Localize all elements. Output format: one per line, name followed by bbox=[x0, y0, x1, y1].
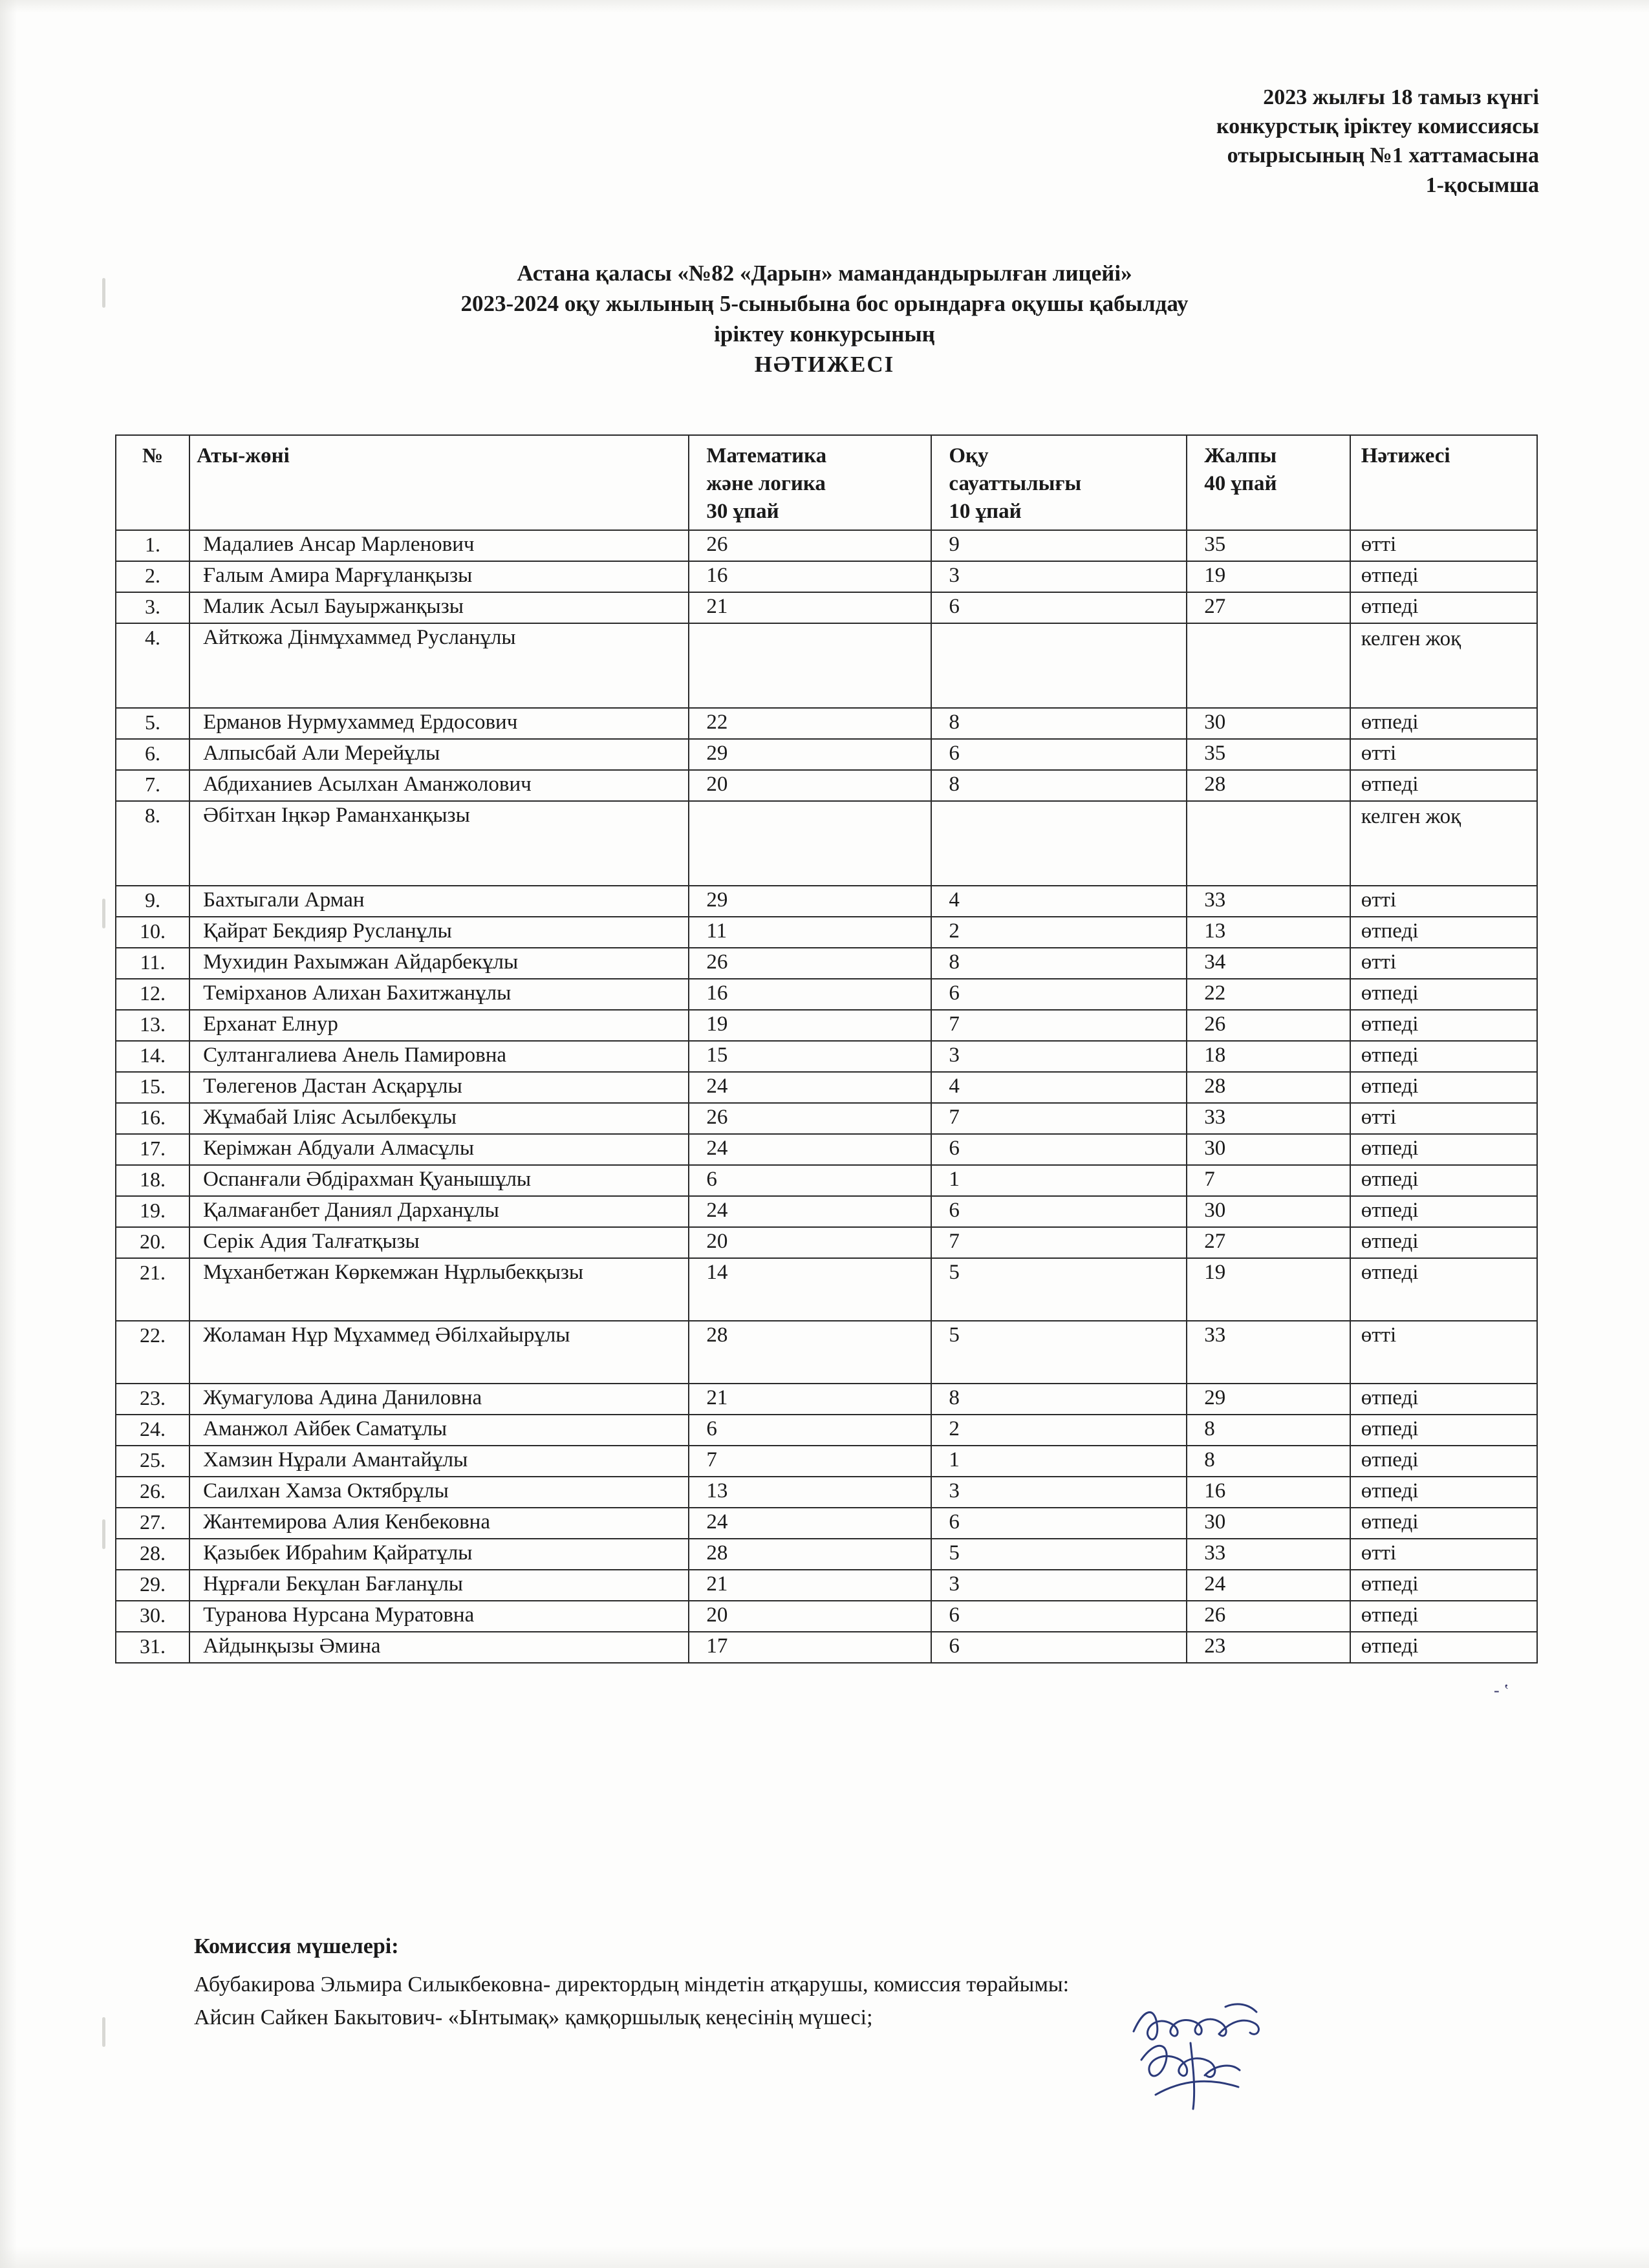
cell-reading: 3 bbox=[931, 1041, 1187, 1072]
protocol-reference-line-4: 1-қосымша bbox=[1425, 173, 1539, 197]
column-header-total-line-1: Жалпы bbox=[1204, 444, 1277, 467]
scan-edge-left bbox=[0, 0, 17, 2268]
cell-math: 29 bbox=[689, 886, 931, 917]
cell-reading bbox=[931, 623, 1187, 708]
cell-num: 30. bbox=[116, 1601, 189, 1632]
page-artifact-mark bbox=[102, 2017, 105, 2047]
column-header-result: Нәтижесі bbox=[1350, 435, 1537, 530]
cell-total: 23 bbox=[1187, 1632, 1350, 1663]
page-title-line-2: 2023-2024 оқу жылының 5-сыныбына бос орындарға оқушы қабылдау bbox=[460, 290, 1189, 316]
cell-name: Әбітхан Іңкәр Раманханқызы bbox=[189, 801, 689, 886]
table-row bbox=[116, 886, 1537, 917]
cell-name: Ерханат Елнур bbox=[189, 1010, 689, 1041]
cell-math: 11 bbox=[689, 917, 931, 948]
cell-reading bbox=[931, 801, 1187, 886]
cell-num: 7. bbox=[116, 770, 189, 801]
cell-result: өтпеді bbox=[1350, 1477, 1537, 1508]
cell-name: Жұмабай Іліяс Асылбекұлы bbox=[189, 1103, 689, 1134]
cell-math: 21 bbox=[689, 1570, 931, 1601]
cell-name: Туранова Нурсана Муратовна bbox=[189, 1601, 689, 1632]
cell-total: 16 bbox=[1187, 1477, 1350, 1508]
cell-num: 25. bbox=[116, 1446, 189, 1477]
cell-num: 20. bbox=[116, 1227, 189, 1258]
cell-name: Саилхан Хамза Октябрұлы bbox=[189, 1477, 689, 1508]
cell-result: өтпеді bbox=[1350, 1010, 1537, 1041]
cell-reading: 2 bbox=[931, 1415, 1187, 1446]
cell-name: Бахтыгали Арман bbox=[189, 886, 689, 917]
cell-total: 34 bbox=[1187, 948, 1350, 979]
table-row bbox=[116, 801, 1537, 886]
cell-math: 24 bbox=[689, 1072, 931, 1103]
cell-reading: 9 bbox=[931, 530, 1187, 561]
cell-name: Қалмағанбет Даниял Дарханұлы bbox=[189, 1196, 689, 1227]
cell-math: 15 bbox=[689, 1041, 931, 1072]
cell-name: Ерманов Нурмухаммед Ердосович bbox=[189, 708, 689, 739]
table-row bbox=[116, 1632, 1537, 1663]
table-header-row bbox=[116, 435, 1537, 530]
cell-num: 19. bbox=[116, 1196, 189, 1227]
cell-num: 16. bbox=[116, 1103, 189, 1134]
cell-num: 1. bbox=[116, 530, 189, 561]
cell-math: 16 bbox=[689, 561, 931, 592]
cell-reading: 1 bbox=[931, 1165, 1187, 1196]
cell-name: Оспанғали Әбдірахман Қуанышұлы bbox=[189, 1165, 689, 1196]
table-row bbox=[116, 979, 1537, 1010]
cell-total bbox=[1187, 801, 1350, 886]
cell-reading: 8 bbox=[931, 948, 1187, 979]
cell-name: Мұханбетжан Көркемжан Нұрлыбекқызы bbox=[189, 1258, 689, 1321]
cell-total: 26 bbox=[1187, 1010, 1350, 1041]
cell-result: өтті bbox=[1350, 886, 1537, 917]
cell-num: 29. bbox=[116, 1570, 189, 1601]
cell-reading: 6 bbox=[931, 1632, 1187, 1663]
cell-num: 13. bbox=[116, 1010, 189, 1041]
cell-result: өтпеді bbox=[1350, 1601, 1537, 1632]
cell-result: өтпеді bbox=[1350, 1415, 1537, 1446]
cell-name: Қайрат Бекдияр Русланұлы bbox=[189, 917, 689, 948]
cell-math: 26 bbox=[689, 530, 931, 561]
table-row bbox=[116, 708, 1537, 739]
cell-total: 29 bbox=[1187, 1384, 1350, 1415]
cell-num: 23. bbox=[116, 1384, 189, 1415]
cell-num: 8. bbox=[116, 801, 189, 886]
cell-reading: 4 bbox=[931, 886, 1187, 917]
cell-total: 28 bbox=[1187, 1072, 1350, 1103]
cell-total: 30 bbox=[1187, 1196, 1350, 1227]
cell-reading: 3 bbox=[931, 1570, 1187, 1601]
cell-name: Аманжол Айбек Саматұлы bbox=[189, 1415, 689, 1446]
table-row bbox=[116, 1601, 1537, 1632]
cell-result: өтті bbox=[1350, 530, 1537, 561]
cell-reading: 7 bbox=[931, 1227, 1187, 1258]
cell-math: 24 bbox=[689, 1196, 931, 1227]
cell-name: Айдынқызы Әмина bbox=[189, 1632, 689, 1663]
table-row bbox=[116, 770, 1537, 801]
cell-total: 22 bbox=[1187, 979, 1350, 1010]
commission-heading: Комиссия мүшелері: bbox=[194, 1934, 399, 1958]
cell-reading: 6 bbox=[931, 739, 1187, 770]
column-header-math-line-1: Математика bbox=[706, 444, 827, 467]
cell-result: өтпеді bbox=[1350, 1258, 1537, 1321]
cell-total: 30 bbox=[1187, 1508, 1350, 1539]
table-row bbox=[116, 1165, 1537, 1196]
cell-name: Төлегенов Дастан Асқарұлы bbox=[189, 1072, 689, 1103]
table-row bbox=[116, 1041, 1537, 1072]
cell-math: 20 bbox=[689, 770, 931, 801]
cell-num: 5. bbox=[116, 708, 189, 739]
cell-total: 19 bbox=[1187, 1258, 1350, 1321]
table-row bbox=[116, 1321, 1537, 1384]
column-header-math-line-2: және логика bbox=[706, 471, 826, 495]
column-header-total bbox=[1187, 435, 1350, 530]
page-title-line-1: Астана қаласы «№82 «Дарын» мамандандырылған лицейі» bbox=[517, 261, 1132, 286]
cell-math: 7 bbox=[689, 1446, 931, 1477]
cell-num: 31. bbox=[116, 1632, 189, 1663]
cell-total: 35 bbox=[1187, 530, 1350, 561]
cell-math: 19 bbox=[689, 1010, 931, 1041]
table-row bbox=[116, 1258, 1537, 1321]
cell-total: 30 bbox=[1187, 708, 1350, 739]
cell-total: 8 bbox=[1187, 1446, 1350, 1477]
cell-name: Жумагулова Адина Даниловна bbox=[189, 1384, 689, 1415]
cell-num: 21. bbox=[116, 1258, 189, 1321]
cell-reading: 7 bbox=[931, 1010, 1187, 1041]
cell-total: 19 bbox=[1187, 561, 1350, 592]
column-header-name: Аты-жөні bbox=[189, 435, 689, 530]
cell-total: 27 bbox=[1187, 592, 1350, 623]
cell-name: Темірханов Алихан Бахитжанұлы bbox=[189, 979, 689, 1010]
table-row bbox=[116, 623, 1537, 708]
cell-total: 7 bbox=[1187, 1165, 1350, 1196]
cell-result: өтпеді bbox=[1350, 561, 1537, 592]
cell-result: өтпеді bbox=[1350, 1227, 1537, 1258]
cell-name: Нұрғали Бекұлан Бағланұлы bbox=[189, 1570, 689, 1601]
column-header-reading-line-1: Оқу bbox=[949, 444, 989, 467]
margin-pen-mark: - ‛ bbox=[1494, 1681, 1509, 1700]
cell-reading: 8 bbox=[931, 708, 1187, 739]
table-row bbox=[116, 917, 1537, 948]
cell-result: өтпеді bbox=[1350, 979, 1537, 1010]
cell-reading: 6 bbox=[931, 1134, 1187, 1165]
column-header-reading bbox=[931, 435, 1187, 530]
cell-math: 24 bbox=[689, 1134, 931, 1165]
cell-num: 6. bbox=[116, 739, 189, 770]
cell-result: өтпеді bbox=[1350, 1446, 1537, 1477]
cell-math: 21 bbox=[689, 592, 931, 623]
cell-math: 20 bbox=[689, 1227, 931, 1258]
cell-result: өтпеді bbox=[1350, 1196, 1537, 1227]
results-table bbox=[115, 434, 1538, 1664]
table-row bbox=[116, 1570, 1537, 1601]
cell-reading: 6 bbox=[931, 1196, 1187, 1227]
cell-result: өтпеді bbox=[1350, 1165, 1537, 1196]
cell-reading: 6 bbox=[931, 1508, 1187, 1539]
cell-math: 13 bbox=[689, 1477, 931, 1508]
cell-num: 22. bbox=[116, 1321, 189, 1384]
cell-reading: 8 bbox=[931, 1384, 1187, 1415]
cell-reading: 3 bbox=[931, 1477, 1187, 1508]
protocol-reference bbox=[957, 83, 1539, 200]
table-row bbox=[116, 1196, 1537, 1227]
cell-name: Хамзин Нұрали Амантайұлы bbox=[189, 1446, 689, 1477]
cell-num: 10. bbox=[116, 917, 189, 948]
cell-result: өтті bbox=[1350, 1321, 1537, 1384]
cell-total: 18 bbox=[1187, 1041, 1350, 1072]
cell-num: 14. bbox=[116, 1041, 189, 1072]
cell-num: 17. bbox=[116, 1134, 189, 1165]
cell-num: 4. bbox=[116, 623, 189, 708]
cell-name: Алпысбай Али Мерейұлы bbox=[189, 739, 689, 770]
cell-math: 14 bbox=[689, 1258, 931, 1321]
page-title bbox=[175, 259, 1474, 380]
table-row bbox=[116, 530, 1537, 561]
table-row bbox=[116, 1072, 1537, 1103]
cell-result: келген жоқ bbox=[1350, 801, 1537, 886]
cell-result: өтпеді bbox=[1350, 1072, 1537, 1103]
table-row bbox=[116, 1415, 1537, 1446]
cell-num: 26. bbox=[116, 1477, 189, 1508]
cell-math: 20 bbox=[689, 1601, 931, 1632]
cell-result: өтпеді bbox=[1350, 1041, 1537, 1072]
cell-math: 16 bbox=[689, 979, 931, 1010]
scan-edge-bottom bbox=[0, 2246, 1649, 2268]
cell-reading: 1 bbox=[931, 1446, 1187, 1477]
page-artifact-mark bbox=[102, 899, 105, 928]
cell-name: Малик Асыл Бауыржанқызы bbox=[189, 592, 689, 623]
cell-math: 17 bbox=[689, 1632, 931, 1663]
cell-result: өтпеді bbox=[1350, 917, 1537, 948]
cell-math: 26 bbox=[689, 1103, 931, 1134]
results-table-body bbox=[116, 530, 1537, 1663]
cell-math: 26 bbox=[689, 948, 931, 979]
cell-total: 28 bbox=[1187, 770, 1350, 801]
table-row bbox=[116, 1539, 1537, 1570]
cell-result: өтпеді bbox=[1350, 1384, 1537, 1415]
cell-num: 3. bbox=[116, 592, 189, 623]
cell-reading: 3 bbox=[931, 561, 1187, 592]
cell-name: Айткожа Дінмұхаммед Русланұлы bbox=[189, 623, 689, 708]
table-row bbox=[116, 1227, 1537, 1258]
cell-name: Мадалиев Ансар Марленович bbox=[189, 530, 689, 561]
table-row bbox=[116, 592, 1537, 623]
cell-total: 33 bbox=[1187, 1321, 1350, 1384]
cell-num: 28. bbox=[116, 1539, 189, 1570]
cell-result: өтпеді bbox=[1350, 592, 1537, 623]
page-artifact-mark bbox=[102, 278, 105, 308]
cell-reading: 5 bbox=[931, 1539, 1187, 1570]
cell-math: 22 bbox=[689, 708, 931, 739]
table-row bbox=[116, 948, 1537, 979]
cell-reading: 8 bbox=[931, 770, 1187, 801]
cell-result: өтпеді bbox=[1350, 1508, 1537, 1539]
cell-num: 2. bbox=[116, 561, 189, 592]
page-artifact-mark bbox=[102, 1519, 105, 1549]
cell-total: 8 bbox=[1187, 1415, 1350, 1446]
cell-result: өтпеді bbox=[1350, 708, 1537, 739]
cell-total: 24 bbox=[1187, 1570, 1350, 1601]
scan-edge-top bbox=[0, 0, 1649, 13]
table-row bbox=[116, 1103, 1537, 1134]
column-header-number: № bbox=[116, 435, 189, 530]
cell-result: өтпеді bbox=[1350, 1134, 1537, 1165]
cell-name: Абдиханиев Асылхан Аманжолович bbox=[189, 770, 689, 801]
cell-reading: 5 bbox=[931, 1321, 1187, 1384]
cell-name: Ғалым Амира Марғұланқызы bbox=[189, 561, 689, 592]
cell-name: Султангалиева Анель Памировна bbox=[189, 1041, 689, 1072]
protocol-reference-line-1: 2023 жылғы 18 тамыз күнгі bbox=[1263, 85, 1539, 109]
cell-total: 13 bbox=[1187, 917, 1350, 948]
commission-member-2: Айсин Сайкен Бакытович- «Ынтымақ» қамқоршылық кеңесінің мүшесі; bbox=[194, 2006, 873, 2029]
cell-name: Серік Адия Талғатқызы bbox=[189, 1227, 689, 1258]
cell-total: 33 bbox=[1187, 1539, 1350, 1570]
column-header-total-line-2: 40 ұпай bbox=[1204, 471, 1277, 495]
cell-num: 18. bbox=[116, 1165, 189, 1196]
table-row bbox=[116, 739, 1537, 770]
cell-math: 6 bbox=[689, 1165, 931, 1196]
cell-total: 33 bbox=[1187, 886, 1350, 917]
cell-total bbox=[1187, 623, 1350, 708]
protocol-reference-line-3: отырысының №1 хаттамасына bbox=[1227, 144, 1539, 168]
cell-reading: 6 bbox=[931, 1601, 1187, 1632]
cell-math: 28 bbox=[689, 1321, 931, 1384]
commission-member-1: Абубакирова Эльмира Силыкбековна- директордың міндетін атқарушы, комиссия төрайымы: bbox=[194, 1973, 1070, 1996]
commission-block bbox=[194, 1930, 1423, 2034]
column-header-math bbox=[689, 435, 931, 530]
cell-total: 30 bbox=[1187, 1134, 1350, 1165]
cell-math: 24 bbox=[689, 1508, 931, 1539]
cell-reading: 6 bbox=[931, 592, 1187, 623]
cell-result: өтті bbox=[1350, 1103, 1537, 1134]
table-row bbox=[116, 1446, 1537, 1477]
cell-reading: 4 bbox=[931, 1072, 1187, 1103]
cell-math: 21 bbox=[689, 1384, 931, 1415]
cell-reading: 5 bbox=[931, 1258, 1187, 1321]
cell-num: 11. bbox=[116, 948, 189, 979]
cell-num: 12. bbox=[116, 979, 189, 1010]
table-row bbox=[116, 1508, 1537, 1539]
table-row bbox=[116, 1384, 1537, 1415]
table-row bbox=[116, 1134, 1537, 1165]
cell-reading: 2 bbox=[931, 917, 1187, 948]
cell-name: Жоламан Нұр Мұхаммед Әбілхайырұлы bbox=[189, 1321, 689, 1384]
page-title-line-3: іріктеу конкурсының bbox=[714, 321, 935, 347]
cell-math bbox=[689, 801, 931, 886]
table-row bbox=[116, 1010, 1537, 1041]
cell-name: Керімжан Абдуали Алмасұлы bbox=[189, 1134, 689, 1165]
cell-num: 9. bbox=[116, 886, 189, 917]
cell-result: өтті bbox=[1350, 739, 1537, 770]
cell-total: 33 bbox=[1187, 1103, 1350, 1134]
cell-result: өтті bbox=[1350, 948, 1537, 979]
cell-num: 24. bbox=[116, 1415, 189, 1446]
table-row bbox=[116, 561, 1537, 592]
cell-name: Қазыбек Ибраһим Қайратұлы bbox=[189, 1539, 689, 1570]
protocol-reference-line-2: конкурстық іріктеу комиссиясы bbox=[1216, 114, 1539, 139]
cell-total: 26 bbox=[1187, 1601, 1350, 1632]
cell-total: 35 bbox=[1187, 739, 1350, 770]
cell-math bbox=[689, 623, 931, 708]
cell-reading: 7 bbox=[931, 1103, 1187, 1134]
cell-num: 15. bbox=[116, 1072, 189, 1103]
cell-result: өтпеді bbox=[1350, 770, 1537, 801]
cell-total: 27 bbox=[1187, 1227, 1350, 1258]
cell-math: 29 bbox=[689, 739, 931, 770]
table-row bbox=[116, 1477, 1537, 1508]
page-title-line-4: НӘТИЖЕСІ bbox=[754, 351, 895, 377]
cell-name: Жантемирова Алия Кенбековна bbox=[189, 1508, 689, 1539]
cell-num: 27. bbox=[116, 1508, 189, 1539]
column-header-reading-line-2: сауаттылығы bbox=[949, 471, 1082, 495]
cell-math: 28 bbox=[689, 1539, 931, 1570]
cell-result: келген жоқ bbox=[1350, 623, 1537, 708]
cell-result: өтпеді bbox=[1350, 1632, 1537, 1663]
cell-name: Мухидин Рахымжан Айдарбекұлы bbox=[189, 948, 689, 979]
column-header-math-line-3: 30 ұпай bbox=[706, 499, 779, 523]
cell-result: өтті bbox=[1350, 1539, 1537, 1570]
cell-reading: 6 bbox=[931, 979, 1187, 1010]
cell-result: өтпеді bbox=[1350, 1570, 1537, 1601]
column-header-reading-line-3: 10 ұпай bbox=[949, 499, 1022, 523]
cell-math: 6 bbox=[689, 1415, 931, 1446]
